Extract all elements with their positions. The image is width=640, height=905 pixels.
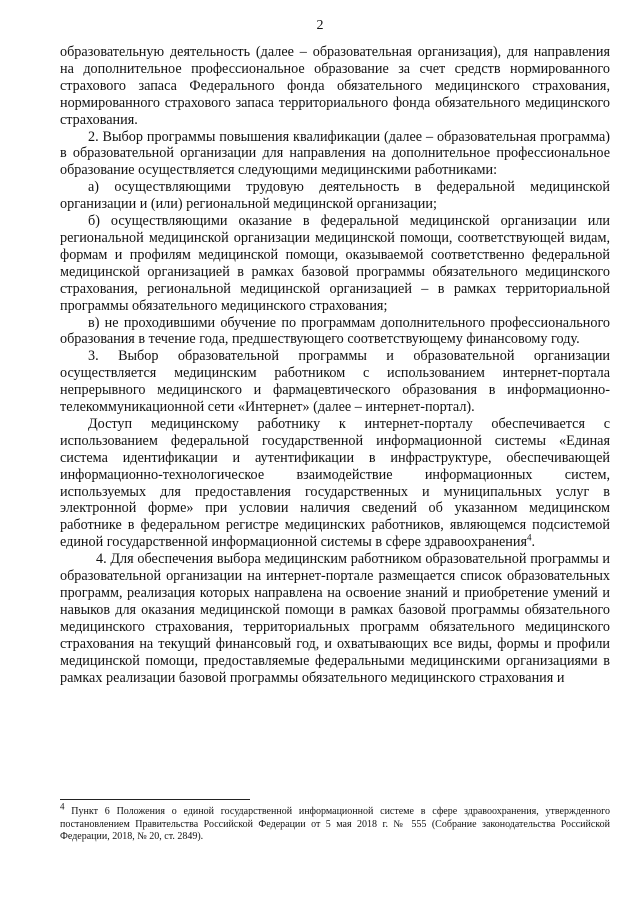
paragraph-access	[60, 416, 610, 551]
paragraph-item-4: 4. Для обеспечения выбора медицинским работником образовательной программы и образовательной организации на интернет-портале размещается список образовательных программ, реализация которых направлена на освоение знаний и приобретение умений и навыков для оказания медицинской помощи в рамках базовой программы обязательного медицинского страхования, территориальных программ обязательного медицинского страхования на текущий финансовый год, и охватывающих все виды, формы и профили медицинской помощи, предоставляемые федеральными медицинскими организациями в рамках реализации базовой программы обязательного медицинского страхования и	[60, 551, 610, 686]
footnote-marker: 4	[60, 801, 65, 812]
footnote	[60, 801, 610, 844]
paragraph-access-text: Доступ медицинскому работнику к интернет-порталу обеспечивается с использованием федеральной государственной информационной системы «Единая система идентификации и аутентификации в инфраструктуре, обеспечивающей информационно-технологическое взаимодействие информационных систем, используемых для предоставления государственных и муниципальных услуг в электронной форме» при условии наличия сведений об указанном медицинском работнике в федеральном регистре медицинских работников, являющемся подсистемой единой государственной информационной системы в сфере здравоохранения	[60, 415, 610, 551]
paragraph-item-3: 3. Выбор образовательной программы и образовательной организации осуществляется медицинским работником с использованием интернет-портала непрерывного медицинского и фармацевтического образования в информационно-телекоммуникационной сети «Интернет» (далее – интернет-портал).	[60, 348, 610, 416]
paragraph-subitem-v: в) не проходившими обучение по программам дополнительного профессионального образования в течение года, предшествующего соответствующему финансовому году.	[60, 314, 610, 348]
paragraph-subitem-a: а) осуществляющими трудовую деятельность в федеральной медицинской организации и (или) региональной медицинской организации;	[60, 179, 610, 213]
footnote-divider	[60, 799, 250, 800]
footnote-reference: 4	[527, 532, 532, 543]
paragraph-item-2: 2. Выбор программы повышения квалификации (далее – образовательная программа) в образовательной организации для направления на дополнительное профессиональное образование осуществляется следующими медицинскими работниками:	[60, 128, 610, 179]
footnote-text: Пункт 6 Положения о единой государственной информационной системе в сфере здравоохранения, утвержденного постановлением Правительства Российской Федерации от 5 мая 2018 г. № 555 (Собрание законодательства Российской Федерации, 2018, № 20, ст. 2849).	[60, 806, 610, 842]
paragraph-access-end: .	[531, 534, 536, 551]
paragraph-continuation: образовательную деятельность (далее – образовательная организация), для направления на дополнительное профессиональное образование за счет средств нормированного страхового запаса Федерального фонда обязательного медицинского страхования, нормированного страхового запаса территориального фонда обязательного медицинского страхования.	[60, 44, 610, 128]
page-number: 2	[316, 18, 324, 33]
paragraph-subitem-b: б) осуществляющими оказание в федеральной медицинской организации или региональной медицинской организации медицинской помощи, соответствующей видам, формам и профилям медицинской помощи, оказываемой соответственно федеральной медицинской организацией в рамках базовой программы обязательного медицинского страхования, региональной медицинской организацией – в рамках территориальной программы обязательного медицинского страхования;	[60, 213, 610, 314]
document-body	[60, 44, 610, 686]
